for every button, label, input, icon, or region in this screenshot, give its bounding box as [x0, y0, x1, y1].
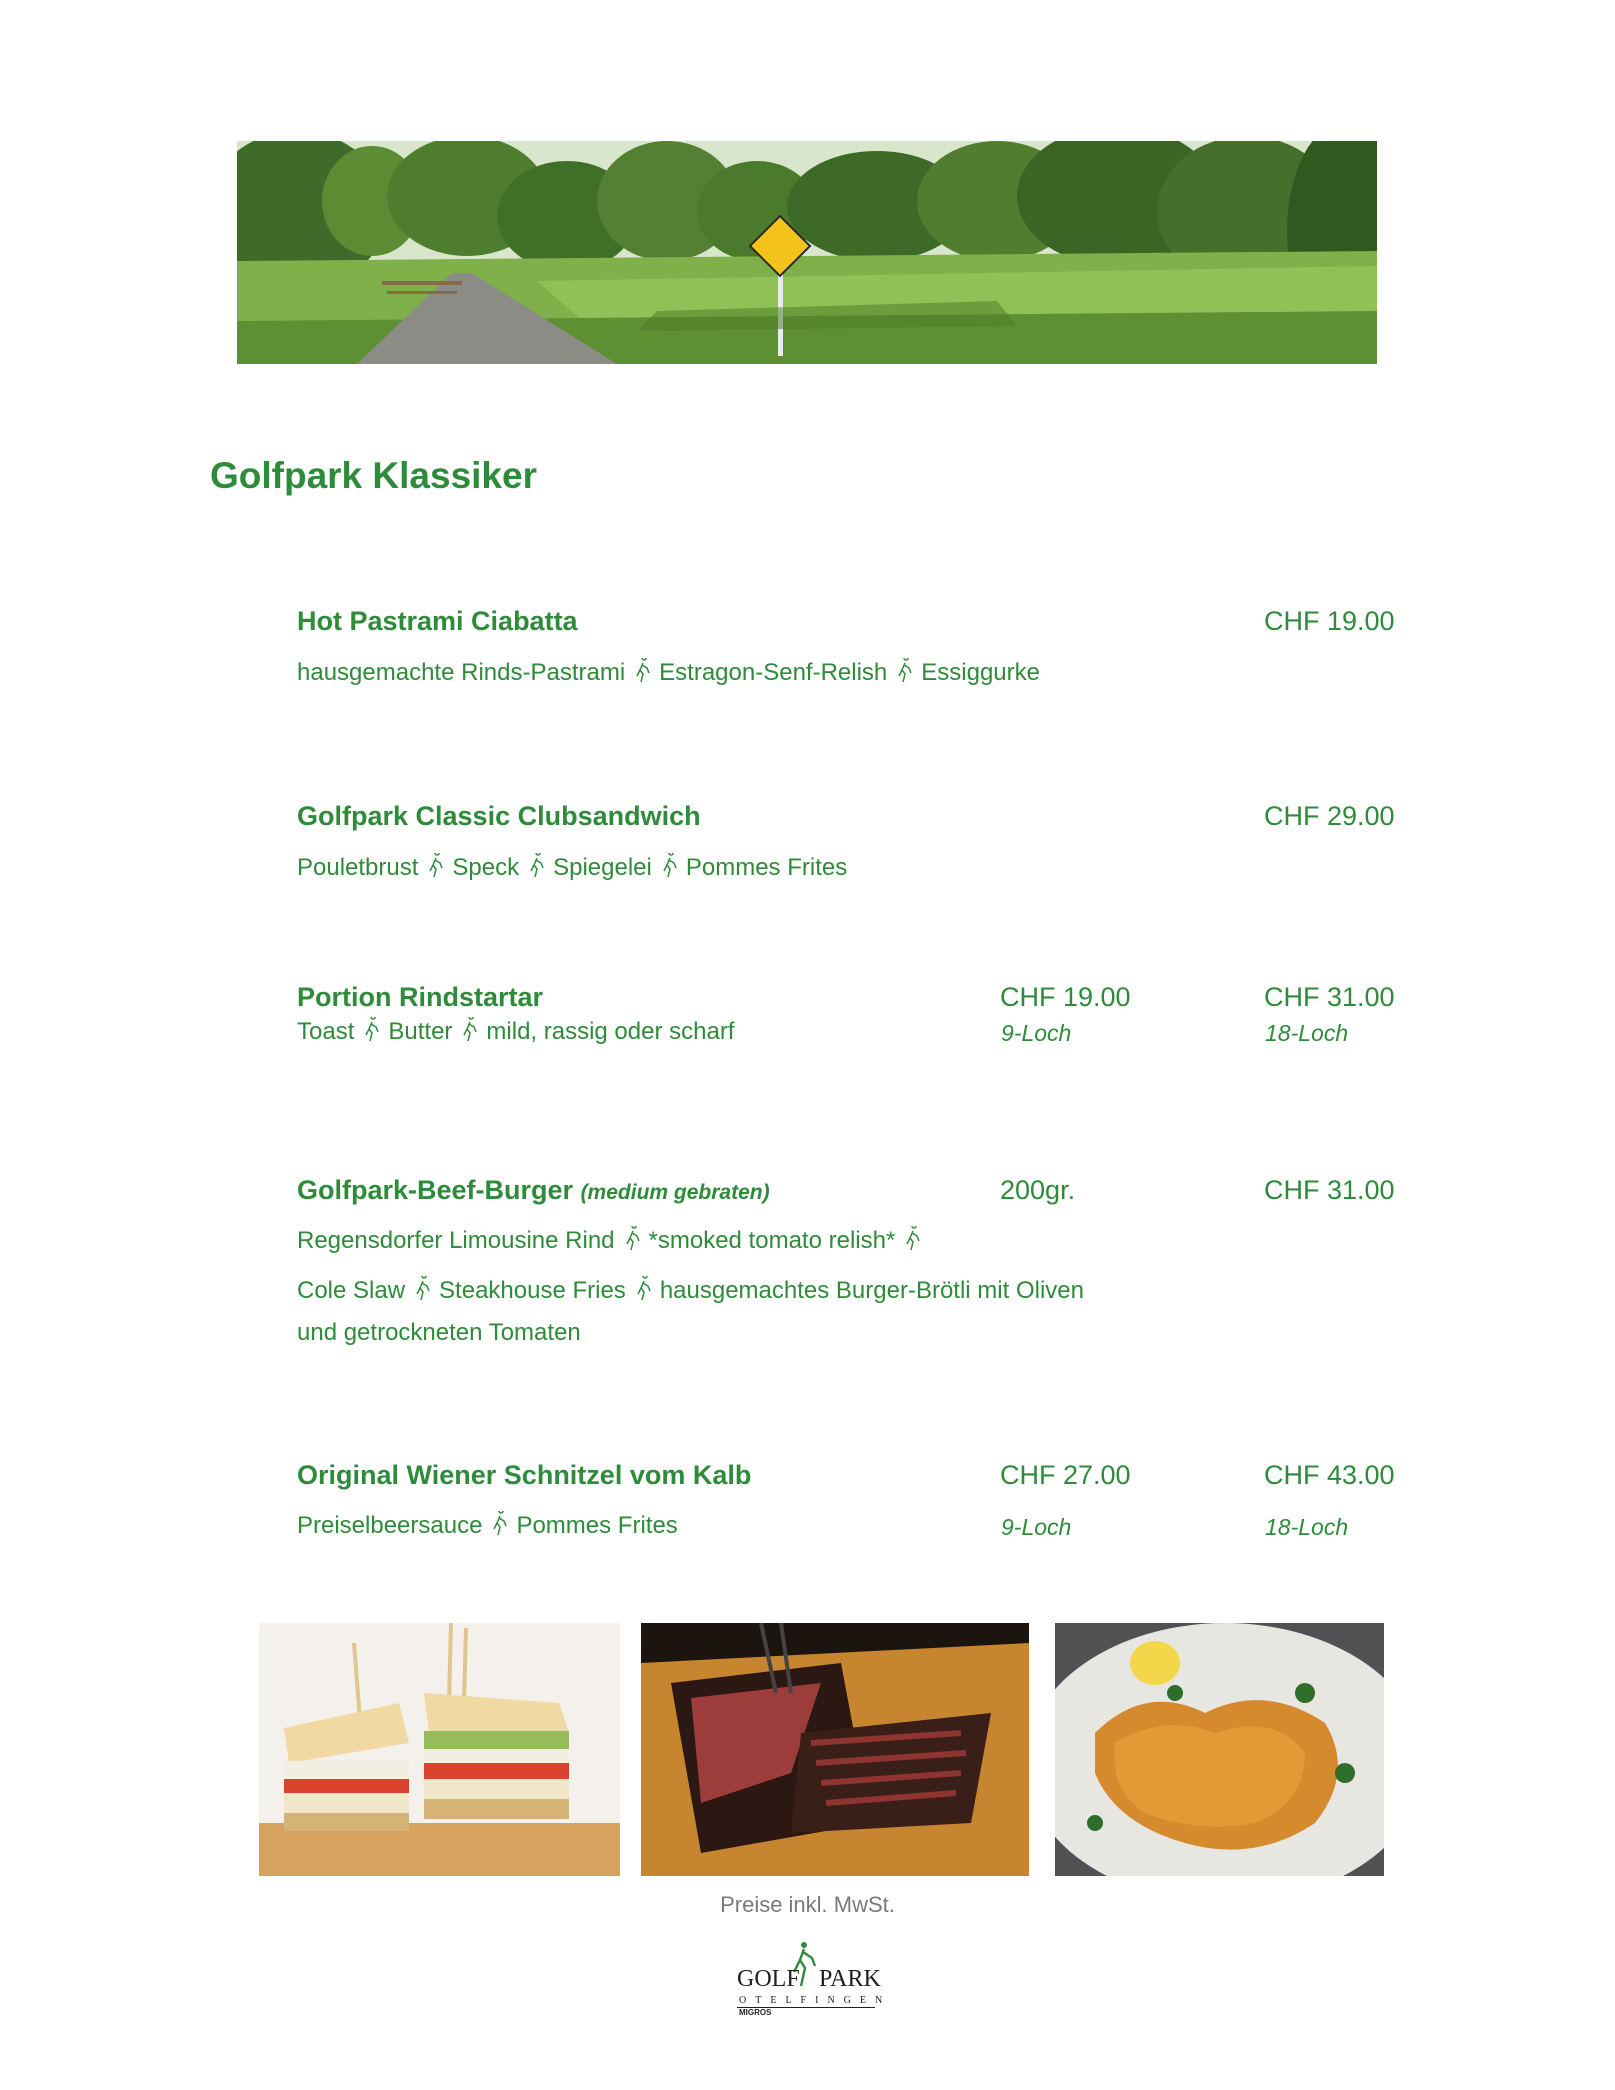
desc-part: Butter	[388, 1018, 453, 1045]
price-footnote: Preise inkl. MwSt.	[720, 1892, 895, 1917]
golfer-icon	[656, 853, 682, 879]
item-name-text: Golfpark-Beef-Burger	[297, 1175, 574, 1205]
desc-part: Pommes Frites	[516, 1512, 678, 1539]
item-desc-rindstartar	[297, 1017, 735, 1047]
schnitzel-photo	[1055, 1623, 1384, 1876]
item-price-clubsandwich: CHF 29.00	[1264, 801, 1395, 831]
item-name-note: (medium gebraten)	[580, 1181, 770, 1204]
golfer-icon	[891, 658, 917, 684]
item-desc-beef-burger-line3: und getrockneten Tomaten	[297, 1319, 581, 1346]
item-price-hot-pastrami: CHF 19.00	[1264, 606, 1395, 636]
item-name-wiener-schnitzel: Original Wiener Schnitzel vom Kalb	[297, 1460, 752, 1490]
desc-part: Estragon-Senf-Relish	[659, 659, 888, 686]
golfer-icon	[619, 1226, 645, 1252]
desc-part: hausgemachte Rinds-Pastrami	[297, 659, 626, 686]
golf-course-banner	[237, 141, 1377, 364]
item-desc-beef-burger-line1	[297, 1226, 929, 1256]
golfer-icon	[486, 1511, 512, 1537]
golfer-icon	[629, 658, 655, 684]
golfer-icon	[358, 1017, 384, 1043]
section-title: Golfpark Klassiker	[210, 455, 537, 496]
desc-part: Preiselbeersauce	[297, 1512, 483, 1539]
desc-part: Speck	[452, 854, 520, 881]
price-label-18-loch: 18-Loch	[1265, 1514, 1349, 1540]
desc-part: Spiegelei	[553, 854, 652, 881]
clubsandwich-photo	[259, 1623, 620, 1876]
desc-part: Steakhouse Fries	[439, 1277, 626, 1304]
golfer-icon	[409, 1276, 435, 1302]
item-price-18-loch-schnitzel: CHF 43.00	[1264, 1460, 1395, 1490]
item-price-18-loch-rindstartar: CHF 31.00	[1264, 982, 1395, 1012]
logo-word-golf: GOLF	[737, 1966, 800, 1992]
price-label-9-loch: 9-Loch	[1001, 1514, 1072, 1540]
item-name-hot-pastrami: Hot Pastrami Ciabatta	[297, 606, 578, 636]
golfer-icon	[523, 853, 549, 879]
golfer-icon	[456, 1017, 482, 1043]
item-price-9-loch-rindstartar: CHF 19.00	[1000, 982, 1131, 1012]
golfer-icon	[630, 1276, 656, 1302]
pastrami-photo	[641, 1623, 1029, 1876]
desc-part: Essiggurke	[921, 659, 1040, 686]
desc-part: mild, rassig oder scharf	[486, 1018, 735, 1045]
item-name-clubsandwich: Golfpark Classic Clubsandwich	[297, 801, 701, 831]
item-name-rindstartar: Portion Rindstartar	[297, 982, 544, 1012]
desc-part: Pommes Frites	[685, 854, 848, 881]
item-desc-wiener-schnitzel	[297, 1511, 678, 1541]
golfer-icon	[422, 853, 448, 879]
logo-word-park: PARK	[819, 1966, 881, 1992]
desc-part: Toast	[297, 1018, 355, 1045]
item-desc-beef-burger-line2	[297, 1276, 1084, 1306]
price-label-18-loch: 18-Loch	[1265, 1020, 1349, 1046]
desc-part: hausgemachtes Burger-Brötli mit Oliven	[659, 1277, 1084, 1304]
item-desc-clubsandwich	[297, 853, 847, 883]
golfpark-logo	[737, 1940, 892, 2018]
golfer-icon	[899, 1226, 925, 1252]
item-desc-hot-pastrami	[297, 658, 1040, 688]
item-price-beef-burger: CHF 31.00	[1264, 1175, 1395, 1205]
desc-part: *smoked tomato relish*	[648, 1227, 896, 1254]
item-name-beef-burger	[297, 1175, 770, 1206]
logo-brand: MIGROS	[739, 2008, 772, 2017]
price-label-9-loch: 9-Loch	[1001, 1020, 1072, 1046]
desc-part: Pouletbrust	[297, 854, 419, 881]
desc-part: Regensdorfer Limousine Rind	[297, 1227, 615, 1254]
item-price-9-loch-schnitzel: CHF 27.00	[1000, 1460, 1131, 1490]
item-weight-beef-burger: 200gr.	[1000, 1175, 1076, 1205]
desc-part: Cole Slaw	[297, 1277, 406, 1304]
logo-place: OTELFINGEN	[739, 1995, 892, 2006]
